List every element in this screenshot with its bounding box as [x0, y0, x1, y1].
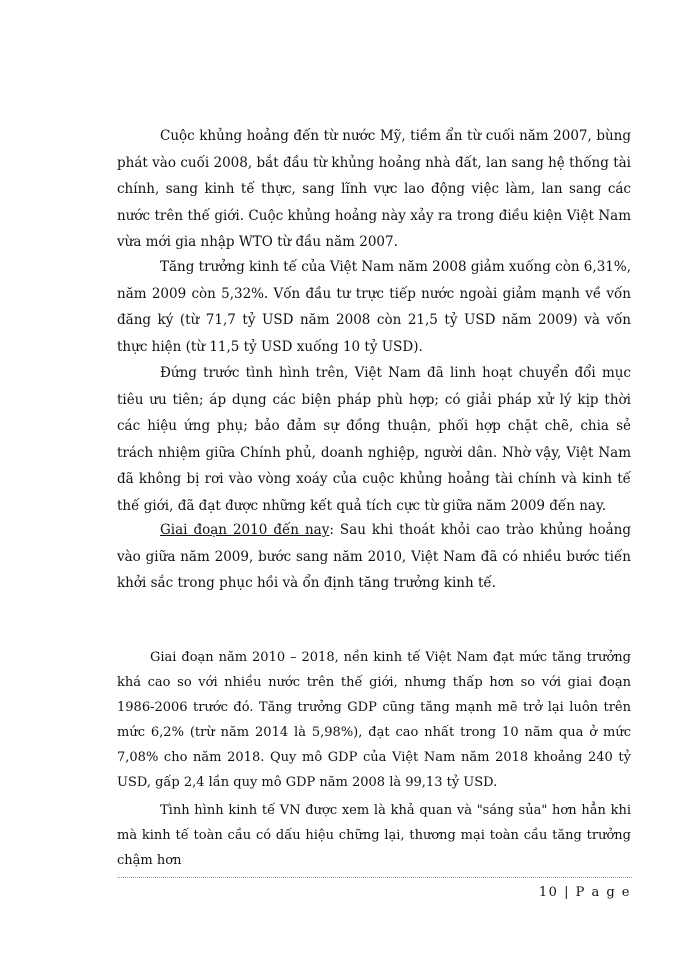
paragraph-policy-response: Đứng trước tình hình trên, Việt Nam đã linh hoạt chuyển đổi mục tiêu ưu tiên; áp dụng các biện pháp phù hợp; có giải pháp xử lý kịp thời các hiệu ứng phụ; bảo đảm sự đồng thuận, phối hợp chặt chẽ, chia sẻ trách nhiệm giữa Chính phủ, doanh nghiệp, người dân. Nhờ vậy, Việt Nam đã không bị rơi vào vòng xoáy của cuộc khủng hoảng tài chính và kinh tế thế giới, đã đạt được những kết quả tích cực từ giữa năm 2009 đến nay.	[117, 365, 631, 514]
footer-divider	[117, 877, 632, 878]
paragraph-2010-onward	[117, 517, 631, 597]
paragraph-crisis-origin: Cuộc khủng hoảng đến từ nước Mỹ, tiềm ẩn từ cuối năm 2007, bùng phát vào cuối 2008, bắt đầu từ khủng hoảng nhà đất, lan sang hệ thống tài chính, sang kinh tế thực, sang lĩnh vực lao động việc làm, lan sang các nước trên thế giới. Cuộc khủng hoảng này xảy ra trong điều kiện Việt Nam vừa mới gia nhập WTO từ đầu năm 2007.	[117, 128, 631, 250]
heading-colon: :	[329, 522, 334, 538]
paragraph-economic-outlook: Tình hình kinh tế VN được xem là khả quan và "sáng sủa" hơn hẳn khi mà kinh tế toàn cầu có dấu hiệu chững lại, thương mại toàn cầu tăng trưởng chậm hơn	[117, 803, 631, 868]
paragraph-2010-2018-growth: Giai đoạn năm 2010 – 2018, nền kinh tế Việt Nam đạt mức tăng trưởng khá cao so với nhiều nước trên thế giới, nhưng thấp hơn so với giai đoạn 1986-2006 trước đó. Tăng trưởng GDP cũng tăng mạnh mẽ trở lại luôn trên mức 6,2% (trừ năm 2014 là 5,98%), đạt cao nhất trong 10 năm qua ở mức 7,08% cho năm 2018. Quy mô GDP của Việt Nam năm 2018 khoảng 240 tỷ USD, gấp 2,4 lần quy mô GDP năm 2008 là 99,13 tỷ USD.	[117, 650, 631, 790]
paragraph-2010-body: Sau khi thoát khỏi cao trào khủng hoảng vào giữa năm 2009, bước sang năm 2010, Việt Nam đã có nhiều bước tiến khởi sắc trong phục hồi và ổn định tăng trưởng kinh tế.	[117, 522, 632, 591]
paragraph-growth-decline: Tăng trưởng kinh tế của Việt Nam năm 2008 giảm xuống còn 6,31%, năm 2009 còn 5,32%. Vốn đầu tư trực tiếp nước ngoài giảm mạnh về vốn đăng ký (từ 71,7 tỷ USD năm 2008 còn 21,5 tỷ USD năm 2009) và vốn thực hiện (từ 11,5 tỷ USD xuống 10 tỷ USD).	[117, 259, 631, 355]
page-number: 10 | P a g e	[538, 885, 631, 900]
section-heading-2010: Giai đoạn 2010 đến nay	[160, 522, 330, 538]
